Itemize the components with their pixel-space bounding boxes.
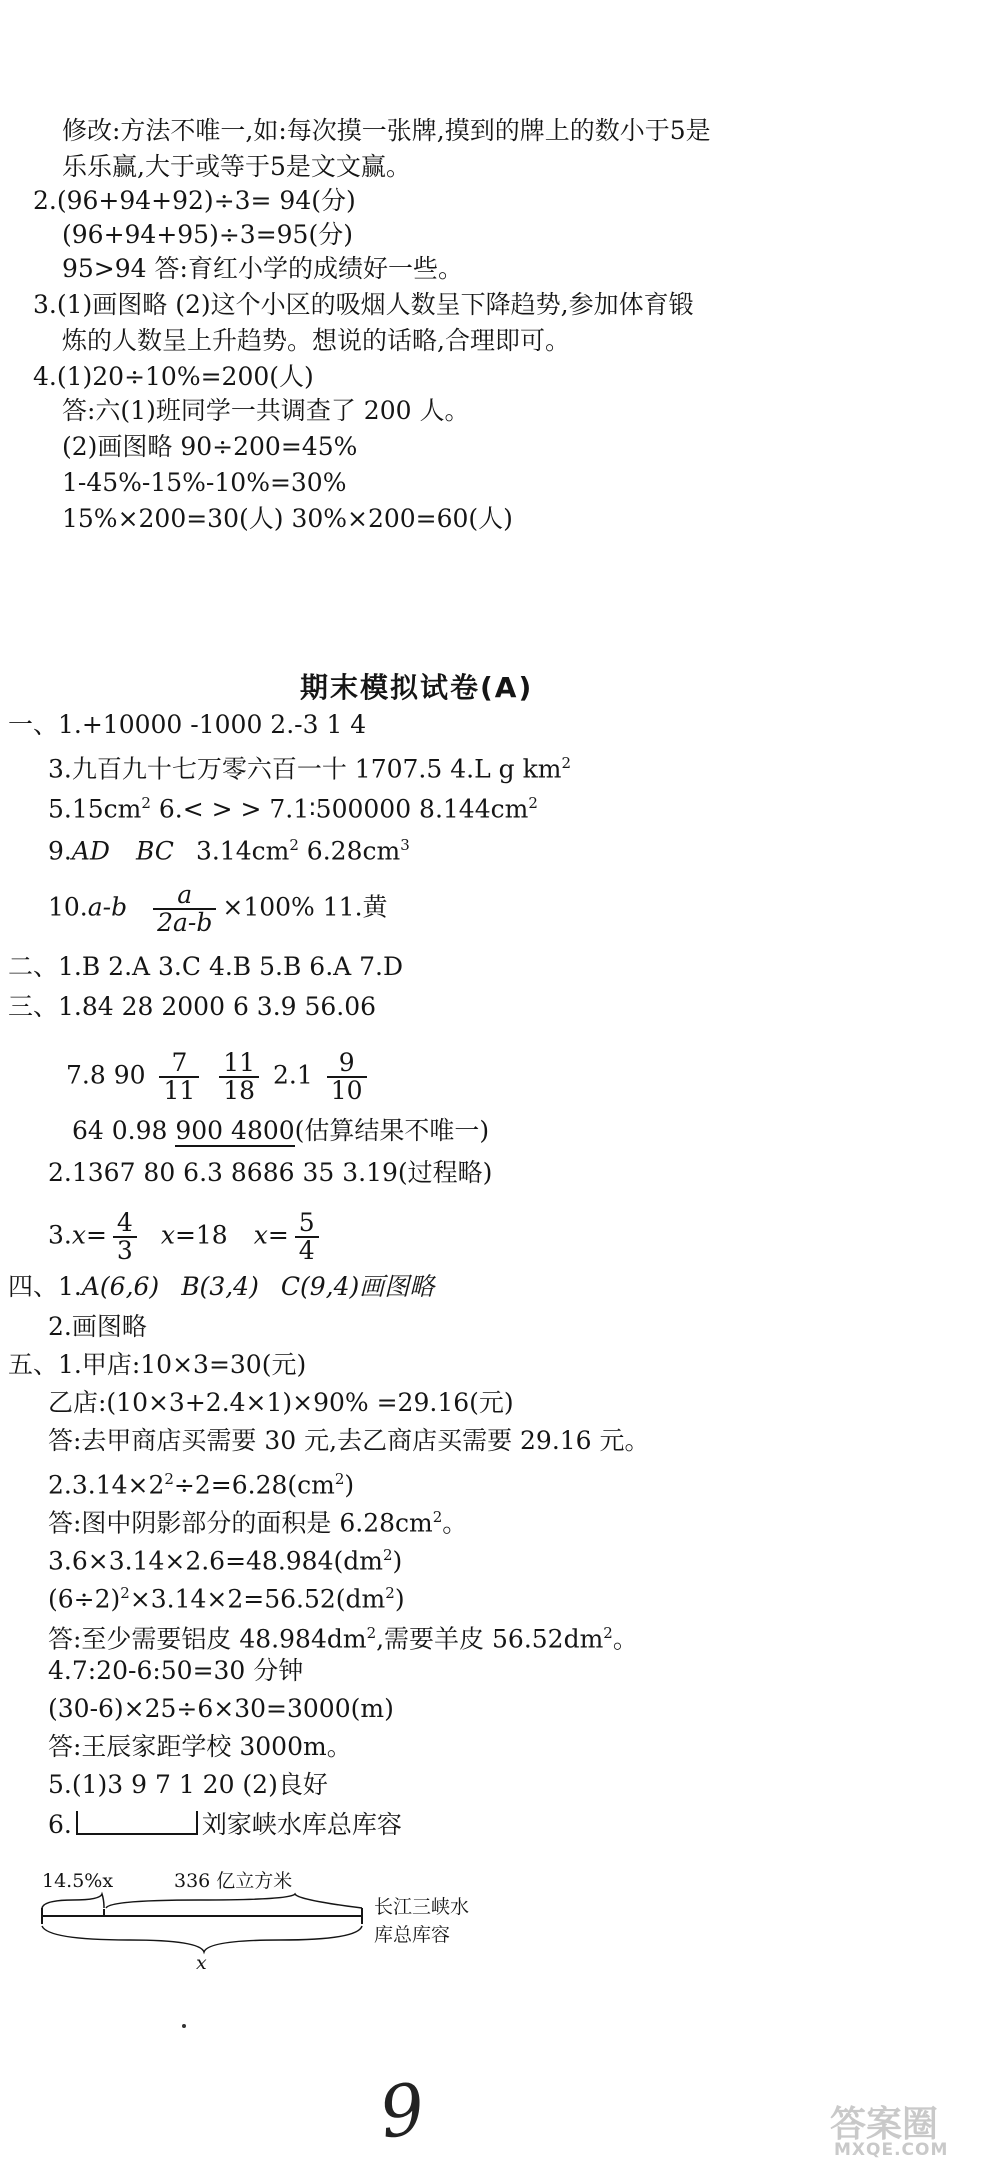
- exam-title: 期末模拟试卷(A): [300, 671, 534, 704]
- s3-line-3-note: (估算结果不唯一): [294, 1116, 490, 1145]
- fraction-7-11: [159, 1050, 199, 1104]
- s5-line-5: [48, 1500, 467, 1540]
- stray-dot: [182, 2024, 186, 2028]
- fraction-denominator: 10: [330, 1076, 363, 1105]
- watermark-url: MXQE.COM: [834, 2140, 949, 2160]
- point-c: C(9,4)画图略: [280, 1272, 435, 1301]
- diagram-name-line-1: 长江三峡水: [374, 1896, 470, 1918]
- s1-line-4: [48, 828, 410, 868]
- fraction-4-3: [113, 1210, 137, 1264]
- s2-line-1: 二、1.B 2.A 3.C 4.B 5.B 6.A 7.D: [8, 952, 404, 981]
- superscript: 2: [603, 1624, 613, 1642]
- point-a: A(6,6): [81, 1272, 160, 1301]
- superscript: 2: [528, 794, 538, 812]
- s5-line-3: 答:去甲商店买需要 30 元,去乙商店买需要 29.16 元。: [48, 1426, 650, 1455]
- fraction-denominator: 18: [223, 1076, 256, 1105]
- point-b: B(3,4): [181, 1272, 259, 1301]
- underlined-estimates: 900 4800: [175, 1116, 295, 1145]
- q3-line-2: 炼的人数呈上升趋势。想说的话略,合理即可。: [62, 326, 570, 355]
- intro-line-2: 乐乐赢,大于或等于5是文文赢。: [62, 152, 411, 181]
- equals-sign: =: [85, 1220, 107, 1250]
- s5-line-6-text: 3.6×3.14×2.6=48.984(dm: [48, 1546, 383, 1576]
- s1-line-5: [48, 882, 388, 936]
- s1-line-3: [48, 786, 538, 826]
- fraction-numerator: 11: [219, 1050, 259, 1078]
- superscript: 2: [120, 1584, 130, 1602]
- s3-line-5-value: 18: [195, 1220, 228, 1250]
- fraction-denominator: 11: [163, 1076, 196, 1105]
- s3-line-2-value: 2.1: [273, 1060, 313, 1090]
- fraction-9-10: [327, 1050, 367, 1104]
- q4-line-4: 1-45%-15%-10%=30%: [62, 468, 347, 497]
- expr-a-minus-b: a-b: [87, 892, 128, 922]
- fraction-5-4: [295, 1210, 319, 1264]
- s5-line-7-text-b: ×3.14×2=56.52(dm: [129, 1584, 386, 1614]
- q2-line-1: 2.(96+94+92)÷3= 94(分): [33, 186, 356, 215]
- s5-line-5-text-b: 。: [442, 1508, 468, 1538]
- s1-line-4-volume: 6.28cm: [298, 836, 401, 866]
- s5-line-7: [48, 1576, 405, 1616]
- superscript: 2: [366, 1624, 377, 1642]
- superscript: 2: [164, 1470, 174, 1488]
- equals-sign: =: [174, 1220, 196, 1250]
- s5-line-13: [48, 1808, 402, 1842]
- page-number-handwritten: 9: [374, 2067, 431, 2155]
- fraction-numerator: 9: [327, 1050, 367, 1078]
- s5-line-1: 五、1.甲店:10×3=30(元): [8, 1350, 307, 1379]
- q2-line-3: 95>94 答:育红小学的成绩好一些。: [62, 254, 463, 283]
- watermark-logo: [830, 2096, 990, 2160]
- intro-line-1: 修改:方法不唯一,如:每次摸一张牌,摸到的牌上的数小于5是: [62, 116, 711, 145]
- reservoir-bar: [76, 1811, 198, 1835]
- s3-line-1: 三、1.84 28 2000 6 3.9 56.06: [8, 992, 377, 1021]
- s1-line-3-text-b: 6.< > > 7.1∶500000 8.144cm: [150, 794, 529, 824]
- q4-line-5: 15%×200=30(人) 30%×200=60(人): [62, 504, 513, 533]
- segment-ad: AD: [71, 836, 110, 866]
- s5-line-8: [48, 1616, 638, 1656]
- s3-line-4: 2.1367 80 6.3 8686 35 3.19(过程略): [48, 1158, 493, 1187]
- s3-line-2: [66, 1050, 373, 1104]
- s1-line-5-num: 10.: [48, 892, 88, 922]
- superscript: 2: [141, 794, 151, 812]
- q4-line-2: 答:六(1)班同学一共调查了 200 人。: [62, 396, 470, 425]
- s3-line-3: [72, 1114, 489, 1148]
- variable-x: x: [71, 1220, 86, 1250]
- superscript: 2: [385, 1584, 395, 1602]
- s1-line-4-text-a: 9.: [48, 836, 72, 866]
- s3-line-3-text: 64 0.98: [72, 1116, 176, 1145]
- variable-x: x: [160, 1220, 175, 1250]
- s5-line-10: (30-6)×25÷6×30=3000(m): [48, 1694, 394, 1723]
- s5-line-12: 5.(1)3 9 7 1 20 (2)良好: [48, 1770, 328, 1799]
- s5-line-9: 4.7:20-6:50=30 分钟: [48, 1656, 304, 1685]
- watermark-main-text: 答案圈: [830, 2104, 939, 2145]
- fraction-denominator: 2a-b: [157, 908, 213, 937]
- equals-sign: =: [267, 1220, 289, 1250]
- variable-x: x: [253, 1220, 268, 1250]
- s1-line-5-rest: ×100% 11.黄: [222, 892, 388, 922]
- s4-line-2: 2.画图略: [48, 1312, 147, 1341]
- s1-line-3-text-a: 5.15cm: [48, 794, 142, 824]
- s5-line-4-text-b: ÷2=6.28(cm: [173, 1470, 335, 1500]
- superscript: 2: [561, 754, 571, 772]
- s5-line-5-text-a: 答:图中阴影部分的面积是 6.28cm: [48, 1508, 433, 1538]
- s1-line-2: [48, 746, 571, 786]
- s5-line-6-text-c: ): [392, 1546, 403, 1576]
- s5-line-7-text-c: ): [394, 1584, 405, 1614]
- q4-line-3: (2)画图略 90÷200=45%: [62, 432, 358, 461]
- s1-line-4-area: 3.14cm: [195, 836, 290, 866]
- superscript: 3: [400, 836, 410, 854]
- s3-line-5-num: 3.: [48, 1220, 72, 1250]
- superscript: 2: [382, 1546, 393, 1564]
- s5-line-11: 答:王辰家距学校 3000m。: [48, 1732, 352, 1761]
- q4-line-1: 4.(1)20÷10%=200(人): [33, 362, 314, 391]
- superscript: 2: [289, 836, 299, 854]
- s5-line-13-num: 6.: [48, 1810, 72, 1839]
- fraction-denominator: 4: [298, 1236, 315, 1265]
- q2-line-2: (96+94+95)÷3=95(分): [62, 220, 353, 249]
- fraction-11-18: [219, 1050, 259, 1104]
- s5-line-8-text-c: 。: [612, 1624, 638, 1654]
- s5-line-6: [48, 1538, 402, 1578]
- fraction-numerator: 4: [113, 1210, 137, 1238]
- s5-line-13-label: 刘家峡水库总库容: [201, 1810, 402, 1839]
- superscript: 2: [432, 1508, 443, 1526]
- fraction-a-over-2a-b: [153, 882, 216, 936]
- s5-line-4-text-a: 2.3.14×2: [48, 1470, 165, 1500]
- fraction-numerator: 7: [159, 1050, 199, 1078]
- s4-line-1-num: 四、1.: [8, 1272, 82, 1301]
- diagram-x-label: x: [196, 1952, 207, 1974]
- s5-line-2: 乙店:(10×3+2.4×1)×90% =29.16(元): [48, 1388, 514, 1417]
- fraction-numerator: a: [153, 882, 216, 910]
- fraction-numerator: 5: [295, 1210, 319, 1238]
- segment-bc: BC: [135, 836, 174, 866]
- s1-line-1: 一、1.+10000 -1000 2.-3 1 4: [8, 710, 367, 739]
- superscript: 2: [334, 1470, 345, 1488]
- s3-line-5: [48, 1210, 325, 1264]
- segment-diagram: [40, 1870, 500, 1988]
- fraction-denominator: 3: [116, 1236, 133, 1265]
- s4-line-1: [8, 1270, 434, 1304]
- s5-line-8-text-b: ,需要羊皮 56.52dm: [376, 1624, 604, 1654]
- s5-line-8-text-a: 答:至少需要铝皮 48.984dm: [48, 1624, 367, 1654]
- s5-line-4-text-c: ): [344, 1470, 355, 1500]
- s3-line-2-text: 7.8 90: [66, 1060, 146, 1090]
- diagram-name-line-2: 库总库容: [374, 1924, 451, 1946]
- q3-line-1: 3.(1)画图略 (2)这个小区的吸烟人数呈下降趋势,参加体育锻: [33, 290, 694, 319]
- s5-line-7-text-a: (6÷2): [48, 1584, 121, 1614]
- s1-line-2-text: 3.九百九十七万零六百一十 1707.5 4.L g km: [48, 754, 562, 784]
- s5-line-4: [48, 1462, 354, 1502]
- diagram-volume-label: 336 亿立方米: [174, 1870, 293, 1892]
- diagram-percent-label: 14.5%x: [42, 1870, 114, 1892]
